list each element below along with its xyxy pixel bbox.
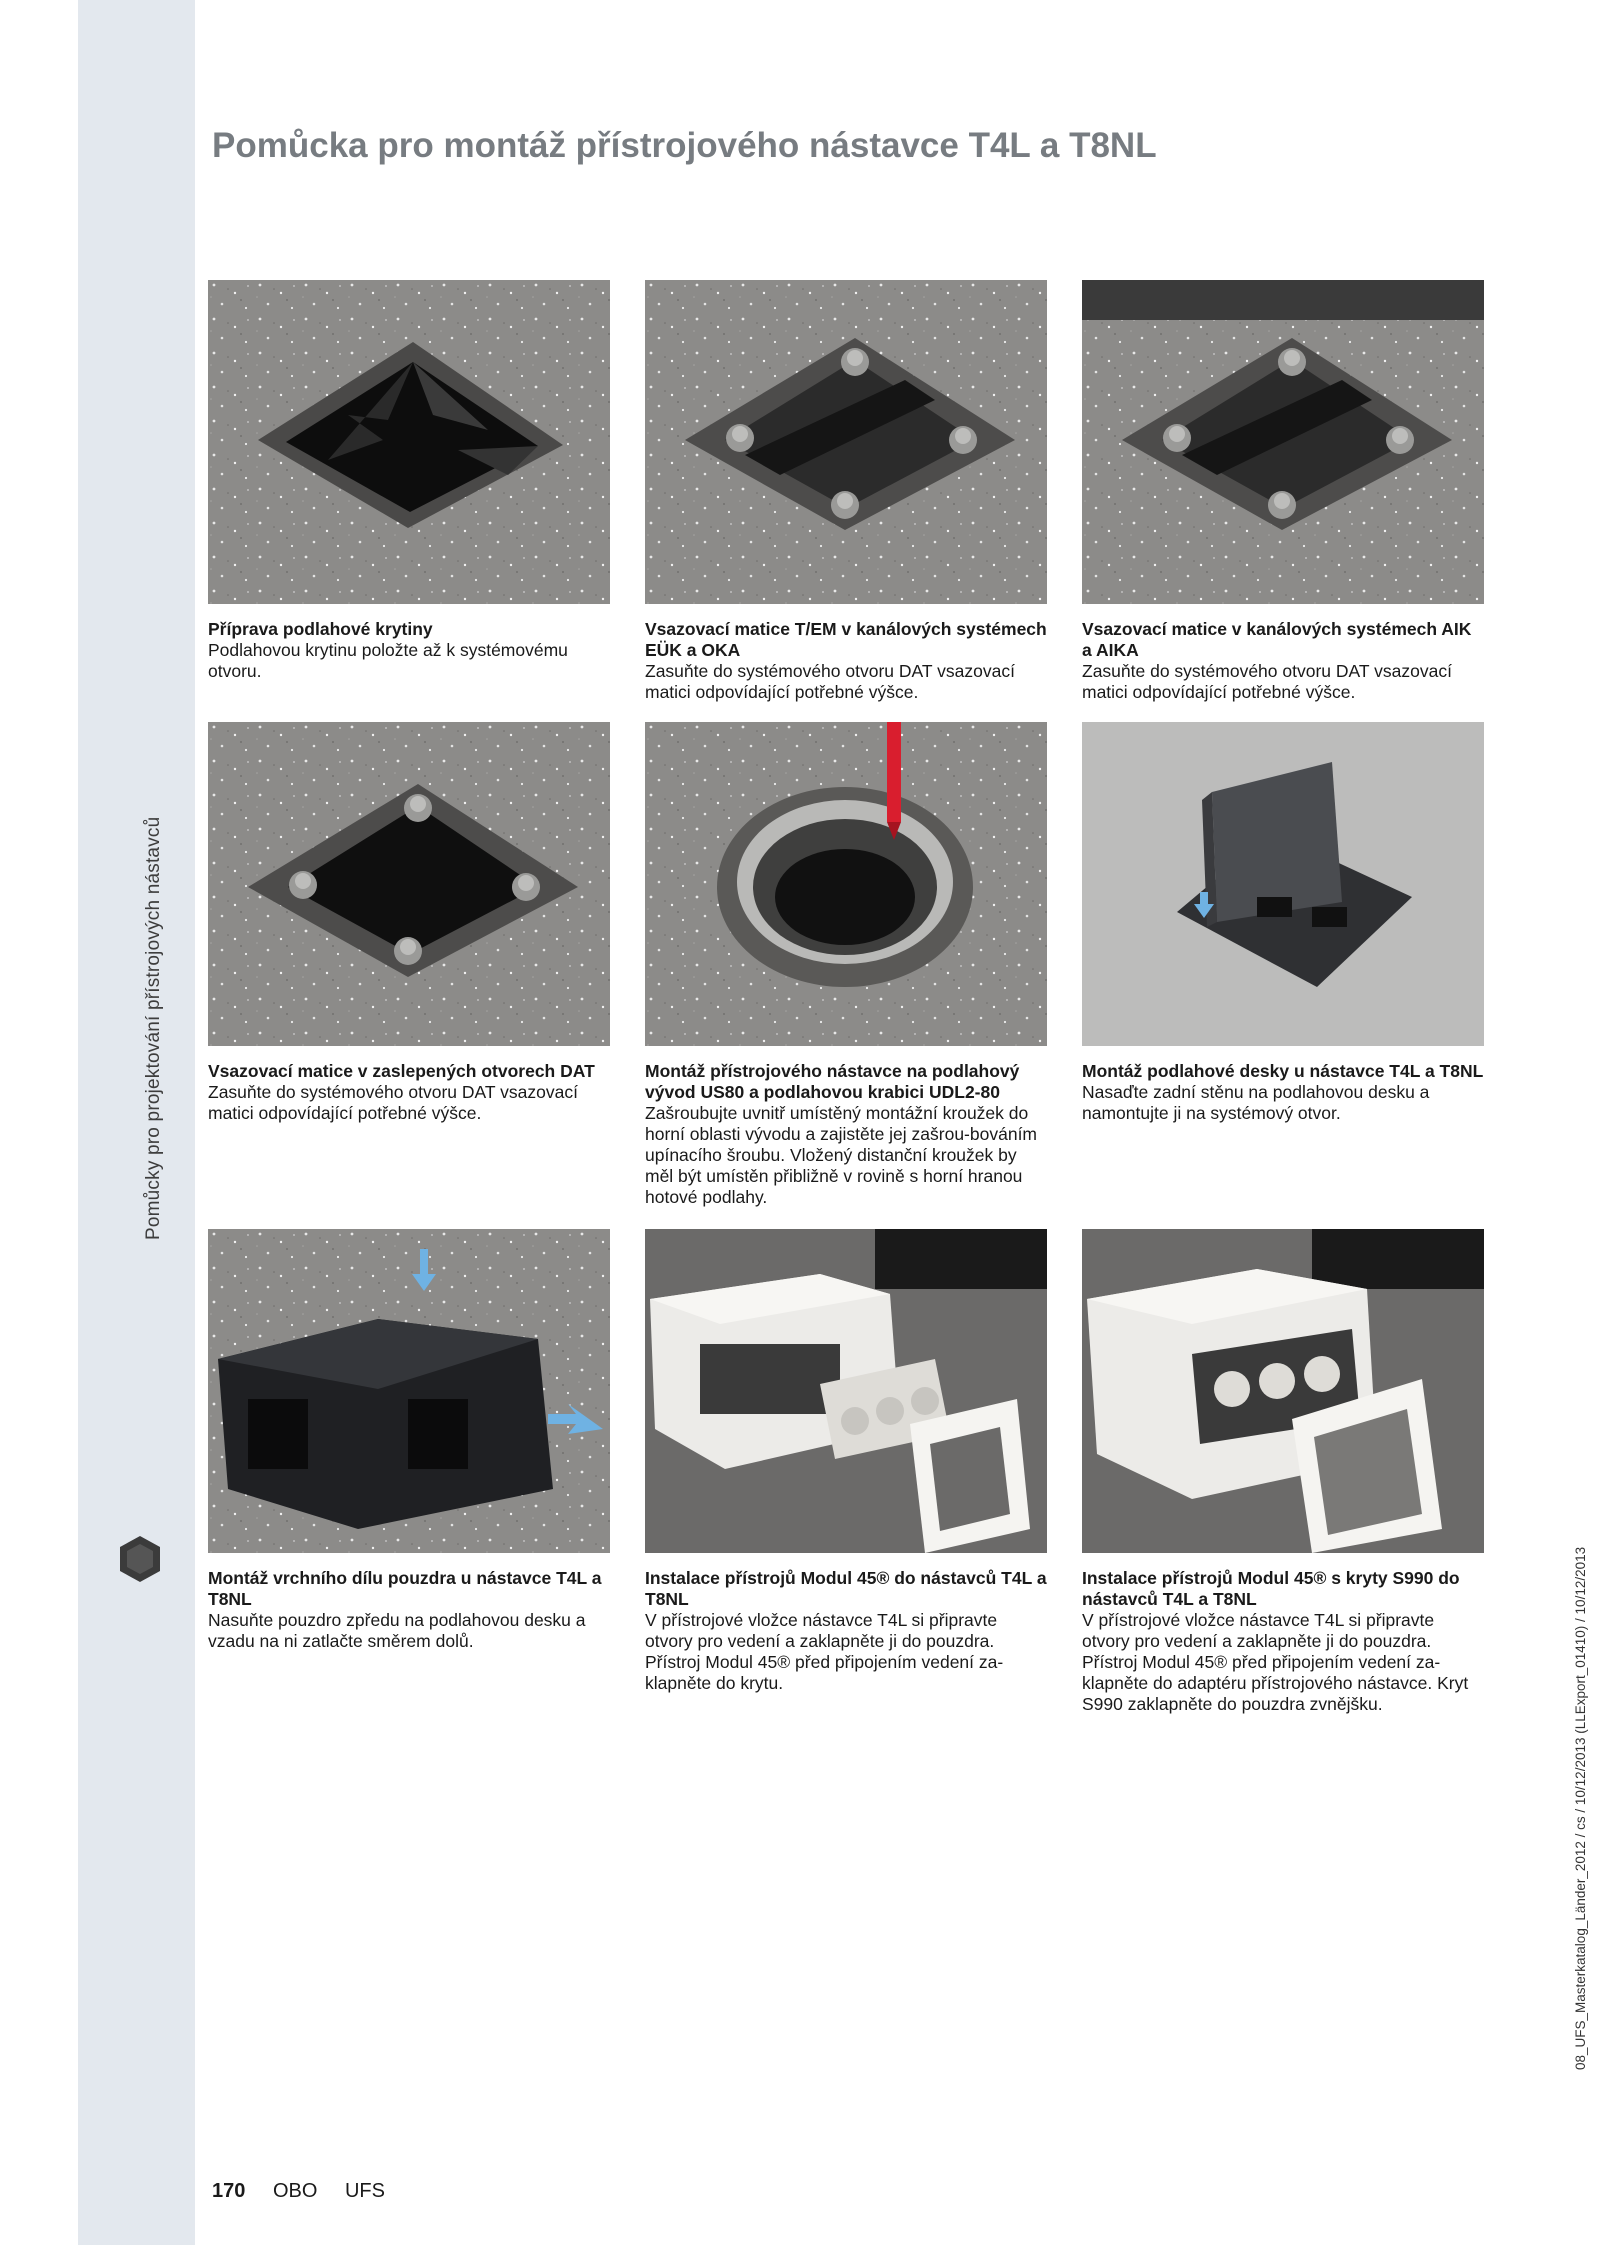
photo-floor-cutout: [208, 280, 610, 604]
step-caption: [645, 619, 1047, 703]
step-caption: [1082, 1061, 1484, 1124]
footer-section: UFS: [344, 2180, 385, 2202]
page-footer: [212, 2180, 407, 2203]
step-caption: [208, 1568, 610, 1652]
photo-floor-plate: [1082, 722, 1484, 1046]
photo-insert-nut-dat: [208, 722, 610, 1046]
step-card: [645, 722, 1047, 1208]
step-text: V přístrojové vložce nástavce T4L si připravte otvory pro vedení a zaklapněte ji do pouzdra. Přístroj Modul 45® před připojením vedení za-klapněte do krytu.: [645, 1610, 1004, 1693]
photo-modul45-install: [645, 1229, 1047, 1553]
photo-insert-nut-aik: [1082, 280, 1484, 604]
step-caption: [645, 1061, 1047, 1208]
step-card: [645, 280, 1047, 703]
step-heading: Příprava podlahové krytiny: [208, 619, 433, 639]
step-caption: [1082, 619, 1484, 703]
page-number: 170: [212, 2180, 246, 2202]
step-caption: [645, 1568, 1047, 1694]
step-heading: Vsazovací matice v zaslepených otvorech DAT: [208, 1061, 595, 1081]
step-heading: Montáž podlahové desky u nástavce T4L a T8NL: [1082, 1061, 1484, 1081]
step-heading: Vsazovací matice v kanálových systémech AIK a AIKA: [1082, 619, 1472, 660]
step-card: [208, 280, 610, 682]
step-caption: [208, 1061, 610, 1124]
sidebar-band: [78, 0, 195, 2245]
step-card: [1082, 1229, 1484, 1715]
step-text: Zasuňte do systémového otvoru DAT vsazovací matici odpovídající potřebné výšce.: [645, 661, 1015, 702]
step-text: Nasuňte pouzdro zpředu na podlahovou desku a vzadu na ni zatlačte směrem dolů.: [208, 1610, 586, 1651]
footer-brand: OBO: [272, 2180, 318, 2202]
step-text: Podlahovou krytinu položte až k systémovému otvoru.: [208, 640, 568, 681]
step-heading: Instalace přístrojů Modul 45® do nástavců T4L a T8NL: [645, 1568, 1047, 1609]
step-text: Zasuňte do systémového otvoru DAT vsazovací matici odpovídající potřebné výšce.: [1082, 661, 1452, 702]
step-text: Nasaďte zadní stěnu na podlahovou desku a namontujte ji na systémový otvor.: [1082, 1082, 1430, 1123]
step-card: [208, 722, 610, 1124]
step-heading: Montáž přístrojového nástavce na podlahový vývod US80 a podlahovou krabici UDL2-80: [645, 1061, 1020, 1102]
step-heading: Instalace přístrojů Modul 45® s kryty S990 do nástavců T4L a T8NL: [1082, 1568, 1460, 1609]
step-caption: [1082, 1568, 1484, 1715]
step-card: [645, 1229, 1047, 1694]
photo-housing-top: [208, 1229, 610, 1553]
step-card: [208, 1229, 610, 1652]
step-heading: Montáž vrchního dílu pouzdra u nástavce T4L a T8NL: [208, 1568, 602, 1609]
step-text: Zašroubujte uvnitř umístěný montážní kroužek do horní oblasti vývodu a zajistěte jej zašrou-bováním upínacího šroubu. Vložený distanční kroužek by měl být umístěn přibližně v rovině s horní hranou hotové podlahy.: [645, 1103, 1038, 1207]
obo-hexagon-logo-icon: [114, 1533, 166, 1585]
photo-s990-cover: [1082, 1229, 1484, 1553]
step-text: Zasuňte do systémového otvoru DAT vsazovací matici odpovídající potřebné výšce.: [208, 1082, 578, 1123]
step-caption: [208, 619, 610, 682]
step-card: [1082, 722, 1484, 1124]
photo-insert-nut-euk: [645, 280, 1047, 604]
photo-mounting-ring: [645, 722, 1047, 1046]
step-card: [1082, 280, 1484, 703]
page-title: Pomůcka pro montáž přístrojového nástavce T4L a T8NL: [212, 126, 1157, 165]
step-text: V přístrojové vložce nástavce T4L si připravte otvory pro vedení a zaklapněte ji do pouzdra. Přístroj Modul 45® před připojením vedení za-klapněte do adaptéru přístrojového nástavce. Kryt S990 zaklapněte do pouzdra zvnějšku.: [1082, 1610, 1469, 1714]
step-heading: Vsazovací matice T/EM v kanálových systémech EÜK a OKA: [645, 619, 1047, 660]
